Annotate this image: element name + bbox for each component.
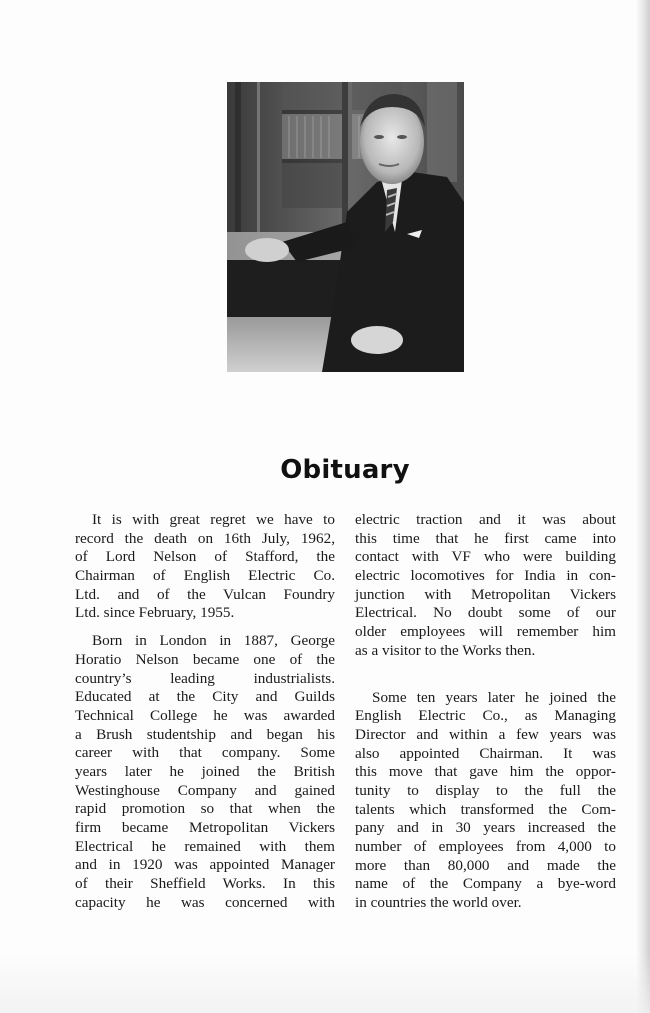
text-line: junction with Metropolitan Vickers: [355, 585, 616, 603]
paragraph: [75, 632, 335, 912]
text-line: talents which transformed the Com-: [355, 800, 616, 818]
text-line: Director and within a few years was: [355, 725, 616, 743]
text-line: as a visitor to the Works then.: [355, 641, 536, 659]
text-line: rapid promotion so that when the: [75, 800, 335, 818]
text-line: capacity he was concerned with: [75, 893, 335, 911]
text-line: country’s leading industrialists.: [75, 669, 335, 687]
text-line: years later he joined the British: [75, 762, 335, 780]
text-line: Educated at the City and Guilds: [75, 688, 335, 706]
paragraph: [355, 689, 616, 913]
text-line: also appointed Chairman. It was: [355, 744, 616, 762]
text-line: a Brush studentship and began his: [75, 725, 335, 743]
text-line: electric traction and it was about: [355, 511, 616, 528]
text-line: pany and in 30 years increased the: [355, 819, 616, 837]
paragraph: [75, 511, 335, 623]
text-line: number of employees from 4,000 to: [355, 838, 616, 855]
text-line: Ltd. since February, 1955.: [75, 604, 235, 622]
text-line: electric locomotives for India in con-: [355, 567, 616, 585]
text-line: of Lord Nelson of Stafford, the: [75, 548, 335, 566]
text-line: Born in London in 1887, George: [92, 632, 335, 650]
text-line: and in 1920 was appointed Manager: [75, 856, 335, 874]
page-bottom-shadow: [0, 953, 650, 1013]
text-line: of their Sheffield Works. In this: [75, 875, 335, 893]
text-line: Westinghouse Company and gained: [75, 781, 335, 799]
text-line: Electrical. No doubt some of our: [355, 604, 616, 622]
portrait-image: [227, 82, 464, 372]
text-line: this time that he first came into: [355, 529, 616, 547]
portrait-photo: [227, 82, 464, 372]
text-line: It is with great regret we have to: [92, 511, 335, 528]
text-line: older employees will remember him: [355, 623, 616, 641]
text-line: more than 80,000 and made the: [355, 856, 616, 874]
text-line: Ltd. and of the Vulcan Foundry: [75, 585, 335, 603]
text-line: contact with VF who were building: [355, 548, 616, 566]
text-line: name of the Company a bye-word: [355, 875, 616, 893]
text-line: Some ten years later he joined the: [372, 688, 616, 706]
text-line: tunity to display to the full the: [355, 781, 616, 799]
text-line: Chairman of English Electric Co.: [75, 567, 335, 585]
text-column-left: [75, 511, 335, 912]
text-line: Electrical he remained with them: [75, 837, 335, 855]
text-column-right: [355, 511, 616, 913]
text-line: this move that gave him the oppor-: [355, 763, 616, 781]
paragraph: [355, 511, 616, 661]
text-line: Technical College he was awarded: [75, 706, 335, 724]
page-edge-shadow: [636, 0, 650, 1013]
text-line: career with that company. Some: [75, 744, 335, 762]
text-line: in countries the world over.: [355, 894, 522, 912]
text-line: English Electric Co., as Managing: [355, 707, 616, 725]
text-line: firm became Metropolitan Vickers: [75, 819, 335, 836]
text-line: record the death on 16th July, 1962,: [75, 529, 335, 547]
text-line: Horatio Nelson became one of the: [75, 650, 335, 668]
page-title: Obituary: [280, 455, 410, 486]
